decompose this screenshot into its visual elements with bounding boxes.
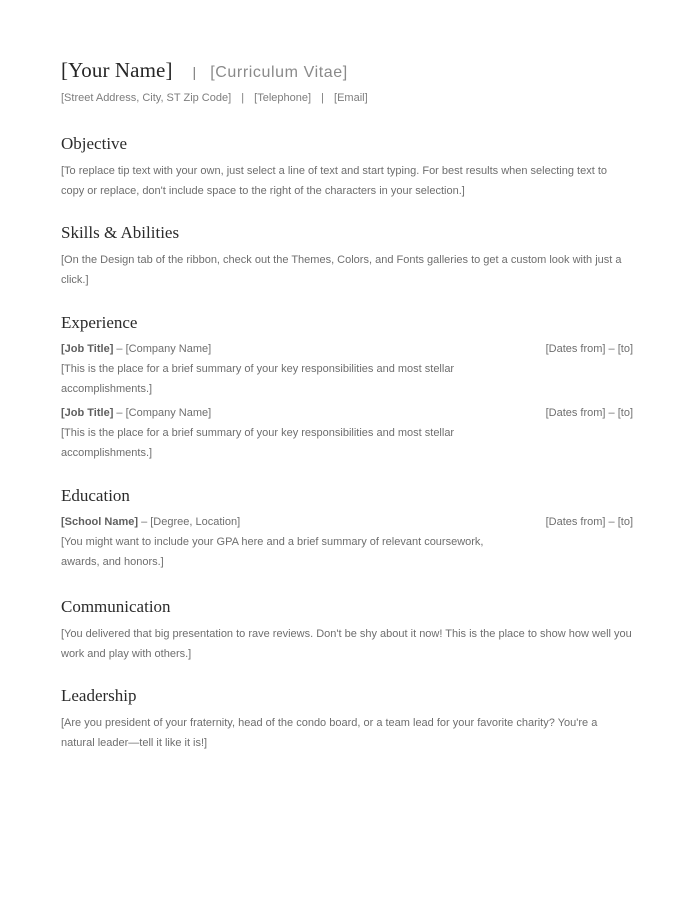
contact-separator: | [241,92,245,104]
header-separator: | [192,64,197,80]
skills-section [61,223,633,290]
job-title[interactable]: [Job Title] [61,407,114,419]
candidate-name[interactable]: [Your Name] [61,58,173,82]
company-name[interactable]: [Company Name] [125,407,212,419]
experience-entry [61,403,633,463]
entry-dates[interactable]: [Dates from] – [to] [545,516,633,528]
entry-title-line [61,403,211,423]
title-dash: – [113,343,126,355]
section-heading-education: Education [61,486,130,505]
email[interactable]: [Email] [334,92,368,104]
school-name[interactable]: [School Name] [61,516,139,528]
document-title[interactable]: [Curriculum Vitae] [210,64,348,81]
street-address[interactable]: [Street Address, City, ST Zip Code] [61,92,232,104]
contact-line [61,92,633,104]
experience-entry [61,339,633,399]
title-dash: – [138,516,151,528]
section-heading-leadership: Leadership [61,686,137,705]
resume-document [61,58,633,753]
section-heading-skills: Skills & Abilities [61,223,180,242]
resume-header [61,58,633,83]
contact-separator: | [321,92,324,104]
skills-text[interactable]: [On the Design tab of the ribbon, check out the Themes, Colors, and Fonts galleries to get a custom look with just a click.] [61,254,622,286]
entry-dates[interactable]: [Dates from] – [to] [545,407,633,419]
entry-summary[interactable]: [This is the place for a brief summary of your key responsibilities and most stellar accomplishments.] [61,427,455,459]
objective-text[interactable]: [To replace tip text with your own, just select a line of text and start typing. For best results when selecting text to copy or replace, don't include space to the right of the characters in your selection.] [61,165,607,197]
telephone[interactable]: [Telephone] [254,92,312,104]
company-name[interactable]: [Company Name] [125,343,212,355]
objective-section [61,134,633,201]
entry-summary[interactable]: [You might want to include your GPA here and a brief summary of relevant coursework, awards, and honors.] [61,536,484,568]
entry-summary[interactable]: [This is the place for a brief summary of your key responsibilities and most stellar accomplishments.] [61,363,455,395]
entry-title-line [61,339,211,359]
communication-text[interactable]: [You delivered that big presentation to rave reviews. Don't be shy about it now! This is the place to show how well you work and play with others.] [61,628,632,660]
section-heading-experience: Experience [61,313,138,332]
education-section [61,486,633,572]
entry-dates[interactable]: [Dates from] – [to] [545,343,633,355]
job-title[interactable]: [Job Title] [61,343,114,355]
communication-section [61,597,633,664]
section-heading-objective: Objective [61,134,128,153]
entry-header [61,339,633,359]
leadership-section [61,686,633,753]
experience-section [61,313,633,463]
title-dash: – [113,407,126,419]
entry-header [61,403,633,423]
leadership-text[interactable]: [Are you president of your fraternity, head of the condo board, or a team lead for your favorite charity? You're a natural leader—tell it like it is!] [61,717,598,749]
degree-location[interactable]: [Degree, Location] [150,516,241,528]
entry-header [61,512,633,532]
section-heading-communication: Communication [61,597,171,616]
education-entry [61,512,633,572]
entry-title-line [61,512,240,532]
